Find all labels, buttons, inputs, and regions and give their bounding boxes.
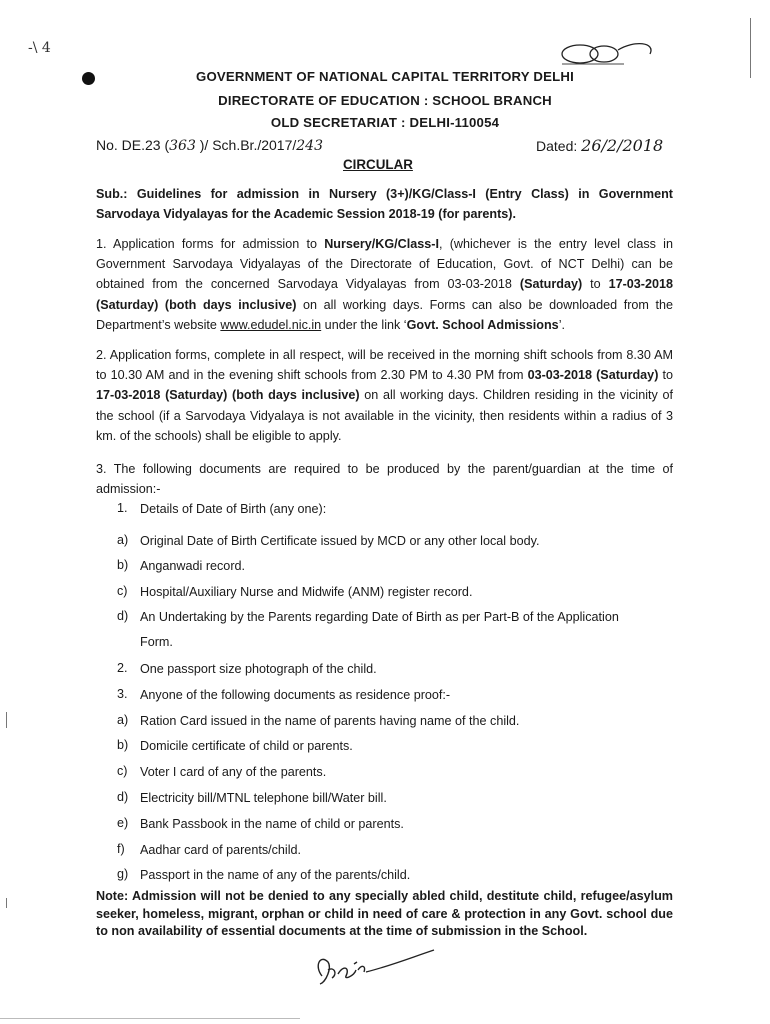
signature bbox=[310, 946, 440, 992]
scan-edge-mark bbox=[0, 1018, 300, 1019]
paragraph-2: 2. Application forms, complete in all respect, will be received in the morning shift schools from 8.30 AM to 10.30 AM and in the evening shift schools from 2.30 PM to 4.30 PM from 03-03-2018 (Saturday) to 17-03-2018 (Saturday) (both days inclusive) on all working days. Children residing in the vicinity of the school (if a Sarvodaya Vidyalaya is not available in the vicinity, then residents within a radius of 3 km. of the schools) shall be eligible to apply. bbox=[96, 348, 673, 443]
list-item: Ration Card issued in the name of parents having name of the child. bbox=[140, 714, 520, 728]
list-item-continuation: Form. bbox=[140, 635, 173, 649]
date-handwritten: 26/2/2018 bbox=[581, 136, 664, 155]
subject-line: Sub.: Guidelines for admission in Nursery (3+)/KG/Class-I (Entry Class) in Government Sarvodaya Vidyalayas for the Academic Session 2018-19 (for parents). bbox=[96, 187, 673, 222]
list-marker: 2. bbox=[117, 661, 128, 675]
list-item: Voter I card of any of the parents. bbox=[140, 765, 327, 779]
list-item: Anyone of the following documents as residence proof:- bbox=[140, 688, 451, 702]
website-link[interactable]: www.edudel.nic.in bbox=[220, 317, 322, 332]
list-item: Hospital/Auxiliary Nurse and Midwife (ANM) register record. bbox=[140, 585, 473, 599]
list-marker: 1. bbox=[117, 501, 128, 515]
list-marker: a) bbox=[117, 533, 129, 547]
ref-prefix: No. DE.23 ( bbox=[96, 137, 170, 153]
list-marker: e) bbox=[117, 816, 129, 830]
scan-edge-mark bbox=[750, 18, 751, 78]
list-marker: d) bbox=[117, 609, 129, 623]
header-line-1: GOVERNMENT OF NATIONAL CAPITAL TERRITORY DELHI bbox=[196, 69, 574, 84]
list-marker: c) bbox=[117, 584, 128, 598]
punch-dot bbox=[82, 72, 95, 85]
list-item: Aadhar card of parents/child. bbox=[140, 843, 302, 857]
ref-middle: )/ Sch.Br./2017/ bbox=[195, 137, 297, 153]
list-marker: b) bbox=[117, 558, 129, 572]
header-line-2: DIRECTORATE OF EDUCATION : SCHOOL BRANCH bbox=[218, 93, 552, 108]
margin-scribble: -\ 4 bbox=[28, 40, 51, 56]
ref-handwritten-no2: 243 bbox=[296, 138, 323, 154]
date-line bbox=[536, 136, 663, 155]
list-item: Bank Passbook in the name of child or parents. bbox=[140, 817, 404, 831]
list-marker: b) bbox=[117, 738, 129, 752]
list-item: Original Date of Birth Certificate issued by MCD or any other local body. bbox=[140, 534, 540, 548]
circular-title: CIRCULAR bbox=[343, 157, 413, 172]
scan-edge-mark bbox=[6, 898, 7, 908]
list-item: Domicile certificate of child or parents. bbox=[140, 739, 353, 753]
list-item: An Undertaking by the Parents regarding Date of Birth as per Part-B of the Application bbox=[140, 610, 619, 624]
date-label: Dated: bbox=[536, 138, 578, 154]
ref-handwritten-no: 363 bbox=[169, 138, 196, 154]
list-marker: g) bbox=[117, 867, 129, 881]
list-marker: a) bbox=[117, 713, 129, 727]
paragraph-1: 1. Application forms for admission to Nursery/KG/Class-I, (whichever is the entry level class in Government Sarvodaya Vidyalayas of the Directorate of Education, Govt. of NCT Delhi) can be obtained from the concerned Sarvodaya Vidyalayas from 03-03-2018 (Saturday) to 17-03-2018 (Saturday) (both days inclusive) on all working days. Forms can also be downloaded from the Department’s website www.edudel.nic.in under the link ‘Govt. School Admissions’. bbox=[96, 237, 674, 332]
list-item: Details of Date of Birth (any one): bbox=[140, 502, 327, 516]
reference-number bbox=[96, 137, 323, 154]
list-marker: c) bbox=[117, 764, 128, 778]
admission-note: Note: Admission will not be denied to any specially abled child, destitute child, refugee/asylum seeker, homeless, migrant, orphan or child in need of care & protection in any Govt. school due to non availability of essential documents at the time of submission in the School. bbox=[96, 889, 673, 938]
list-marker: 3. bbox=[117, 687, 128, 701]
paragraph-3: 3. The following documents are required to be produced by the parent/guardian at the time of admission:- bbox=[96, 462, 673, 497]
list-item: One passport size photograph of the child. bbox=[140, 662, 377, 676]
list-item: Passport in the name of any of the parents/child. bbox=[140, 868, 411, 882]
list-item: Electricity bill/MTNL telephone bill/Water bill. bbox=[140, 791, 387, 805]
scan-edge-mark bbox=[6, 712, 7, 728]
header-line-3: OLD SECRETARIAT : DELHI-110054 bbox=[270, 115, 500, 130]
list-marker: d) bbox=[117, 790, 129, 804]
list-item: Anganwadi record. bbox=[140, 559, 246, 573]
list-marker: f) bbox=[117, 842, 125, 856]
